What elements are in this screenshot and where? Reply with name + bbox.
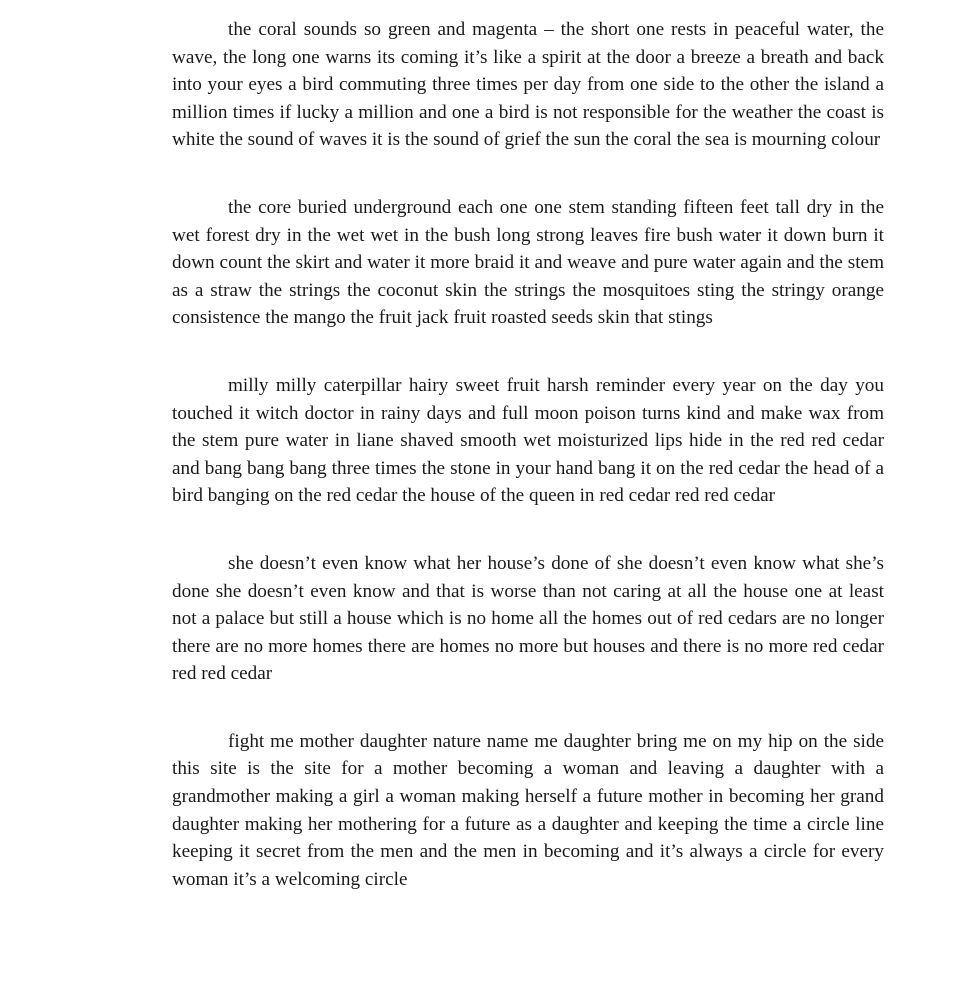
paragraph-5: fight me mother daughter nature name me daughter bring me on my hip on the side this site is the site for a mother becoming a woman and leaving a daughter with a grandmother making a girl a woman making herself a future mother in becoming her grand daughter making her mothering for a future as a daughter and keeping the time a circle line keeping it secret from the men and the men in becoming and it’s always a circle for every woman it’s a welcoming circle (172, 730, 884, 890)
paragraph-3: milly milly caterpillar hairy sweet fruit harsh reminder every year on the day you touched it witch doctor in rainy days and full moon poison turns kind and make wax from the stem pure water in liane shaved smooth wet moisturized lips hide in the red red cedar and bang bang bang three times the stone in your hand bang it on the red cedar the head of a bird banging on the red cedar the house of the queen in red cedar red red cedar (172, 374, 884, 507)
paragraph-1: the coral sounds so green and magenta – the short one rests in peaceful water, the wave, the long one warns its coming it’s like a spirit at the door a breeze a breath and back into your eyes a bird commuting three times per day from one side to the other the island a million times if lucky a million and one a bird is not responsible for the weather the coast is white the sound of waves it is the sound of grief the sun the coral the sea is mourning colour (172, 19, 884, 151)
paragraph-4: she doesn’t even know what her house’s done of she doesn’t even know what she’s done she doesn’t even know and that is worse than not caring at all the house one at least not a palace but still a house which is no home all the homes out of red cedars are no longer there are no more homes there are homes no more but houses and there is no more red cedar red red cedar (172, 552, 884, 685)
paragraph-2: the core buried underground each one one stem standing fifteen feet tall dry in the wet forest dry in the wet wet in the bush long strong leaves fire bush water it down burn it down count the skirt and water it more braid it and weave and pure water again and the stem as a straw the strings the coconut skin the strings the mosquitoes sting the stringy orange consistence the mango the fruit jack fruit roasted seeds skin that stings (172, 196, 884, 329)
document-page (172, 16, 884, 893)
